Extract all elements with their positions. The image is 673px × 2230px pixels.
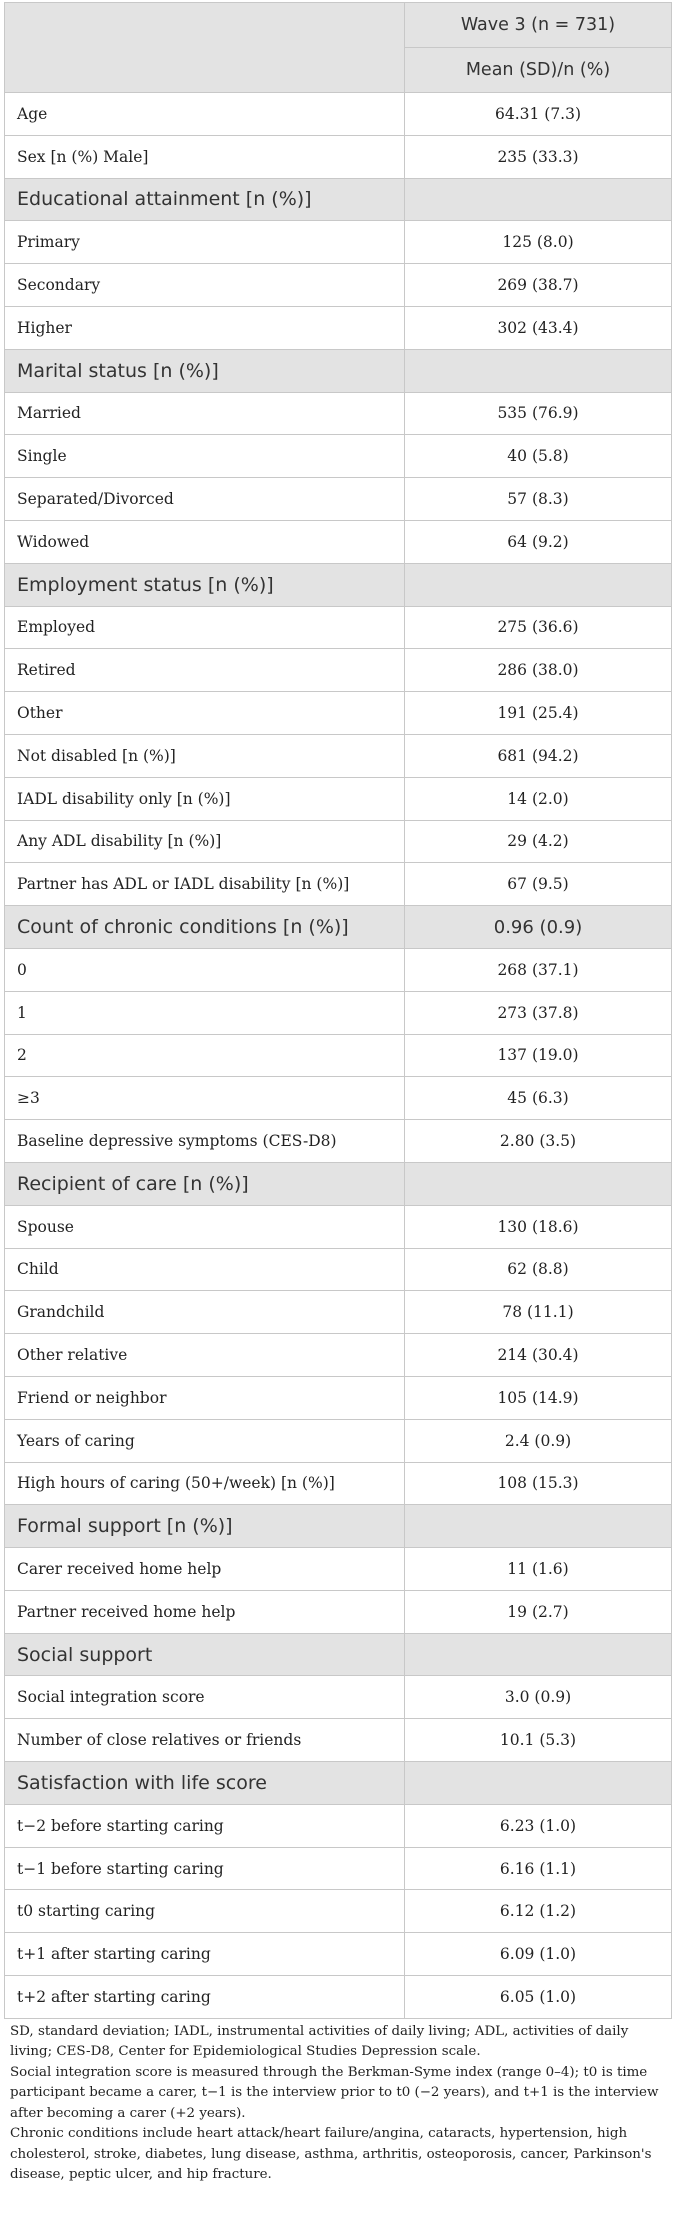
table-row: [5, 1548, 672, 1591]
row-label: Primary: [5, 221, 405, 264]
row-value: 6.05 (1.0): [405, 1976, 672, 2019]
footnote: Chronic conditions include heart attack/heart failure/angina, cataracts, hypertension, high cholesterol, stroke, diabetes, lung disease, asthma, arthritis, osteoporosis, cancer, Parkinson's disease, peptic ulcer, and hip fracture.: [10, 2126, 652, 2183]
table-row: [5, 1933, 672, 1976]
row-label: t−1 before starting caring: [5, 1847, 405, 1890]
row-label: Employed: [5, 606, 405, 649]
section-value: [405, 563, 672, 606]
row-value: 57 (8.3): [405, 478, 672, 521]
section-label: Satisfaction with life score: [5, 1762, 405, 1805]
table-row: [5, 863, 672, 906]
table-row: [5, 1719, 672, 1762]
row-label: t0 starting caring: [5, 1890, 405, 1933]
row-value: 108 (15.3): [405, 1462, 672, 1505]
header-wave: Wave 3 (n = 731): [405, 3, 672, 48]
row-value: 45 (6.3): [405, 1077, 672, 1120]
row-label: Social integration score: [5, 1676, 405, 1719]
row-value: 286 (38.0): [405, 649, 672, 692]
table-row: [5, 1291, 672, 1334]
row-label: 2: [5, 1034, 405, 1077]
table-row: [5, 306, 672, 349]
table-row: [5, 1847, 672, 1890]
section-header-row: [5, 563, 672, 606]
row-label: 1: [5, 991, 405, 1034]
section-header-row: [5, 349, 672, 392]
row-value: 137 (19.0): [405, 1034, 672, 1077]
row-label: IADL disability only [n (%)]: [5, 777, 405, 820]
row-label: Partner received home help: [5, 1590, 405, 1633]
section-header-row: [5, 906, 672, 949]
table-row: [5, 264, 672, 307]
section-label: Recipient of care [n (%)]: [5, 1162, 405, 1205]
row-label: t+2 after starting caring: [5, 1976, 405, 2019]
table-row: [5, 135, 672, 178]
table-row: [5, 1890, 672, 1933]
row-label: Child: [5, 1248, 405, 1291]
row-label: Higher: [5, 306, 405, 349]
table-row: [5, 1077, 672, 1120]
table-row: [5, 777, 672, 820]
row-label: Sex [n (%) Male]: [5, 135, 405, 178]
table-row: [5, 1804, 672, 1847]
row-value: 130 (18.6): [405, 1205, 672, 1248]
row-label: Spouse: [5, 1205, 405, 1248]
table-row: [5, 93, 672, 136]
row-value: 6.16 (1.1): [405, 1847, 672, 1890]
header-blank-cell: [5, 3, 405, 93]
row-value: 535 (76.9): [405, 392, 672, 435]
row-label: Single: [5, 435, 405, 478]
section-value: [405, 349, 672, 392]
row-label: ≥3: [5, 1077, 405, 1120]
table-row: [5, 1205, 672, 1248]
row-label: High hours of caring (50+/week) [n (%)]: [5, 1462, 405, 1505]
table-row: [5, 520, 672, 563]
table-row: [5, 692, 672, 735]
row-label: Grandchild: [5, 1291, 405, 1334]
table-row: [5, 1976, 672, 2019]
table-row: [5, 221, 672, 264]
table-row: [5, 1248, 672, 1291]
row-value: 6.09 (1.0): [405, 1933, 672, 1976]
section-label: Formal support [n (%)]: [5, 1505, 405, 1548]
section-value: 0.96 (0.9): [405, 906, 672, 949]
row-label: Separated/Divorced: [5, 478, 405, 521]
section-value: [405, 1505, 672, 1548]
table-row: [5, 1676, 672, 1719]
section-header-row: [5, 1505, 672, 1548]
table-row: [5, 1034, 672, 1077]
row-label: Baseline depressive symptoms (CES-D8): [5, 1120, 405, 1163]
section-header-row: [5, 1762, 672, 1805]
row-value: 275 (36.6): [405, 606, 672, 649]
row-value: 3.0 (0.9): [405, 1676, 672, 1719]
table-body: [5, 93, 672, 2019]
row-label: Married: [5, 392, 405, 435]
section-value: [405, 1633, 672, 1676]
row-label: Number of close relatives or friends: [5, 1719, 405, 1762]
row-label: 0: [5, 948, 405, 991]
row-label: Other relative: [5, 1334, 405, 1377]
row-label: Partner has ADL or IADL disability [n (%)]: [5, 863, 405, 906]
table-footnotes: [4, 2022, 671, 2186]
section-header-row: [5, 178, 672, 221]
row-value: 214 (30.4): [405, 1334, 672, 1377]
row-value: 268 (37.1): [405, 948, 672, 991]
row-label: Any ADL disability [n (%)]: [5, 820, 405, 863]
table-row: [5, 734, 672, 777]
table-row: [5, 392, 672, 435]
table-row: [5, 1120, 672, 1163]
table-container: [4, 2, 671, 2186]
table-row: [5, 1462, 672, 1505]
table-row: [5, 948, 672, 991]
section-label: Social support: [5, 1633, 405, 1676]
row-value: 302 (43.4): [405, 306, 672, 349]
row-value: 64.31 (7.3): [405, 93, 672, 136]
row-value: 125 (8.0): [405, 221, 672, 264]
row-value: 681 (94.2): [405, 734, 672, 777]
header-stats: Mean (SD)/n (%): [405, 48, 672, 93]
row-label: Secondary: [5, 264, 405, 307]
section-label: Count of chronic conditions [n (%)]: [5, 906, 405, 949]
row-value: 6.23 (1.0): [405, 1804, 672, 1847]
row-label: Friend or neighbor: [5, 1376, 405, 1419]
table-row: [5, 478, 672, 521]
row-value: 105 (14.9): [405, 1376, 672, 1419]
header-row-wave: [5, 3, 672, 48]
demographics-table: [4, 2, 672, 2019]
table-row: [5, 1590, 672, 1633]
table-row: [5, 649, 672, 692]
table-row: [5, 1334, 672, 1377]
table-row: [5, 820, 672, 863]
section-label: Marital status [n (%)]: [5, 349, 405, 392]
table-row: [5, 1376, 672, 1419]
row-label: Years of caring: [5, 1419, 405, 1462]
row-label: t+1 after starting caring: [5, 1933, 405, 1976]
footnote: Social integration score is measured through the Berkman-Syme index (range 0–4); t0 is time participant became a carer, t−1 is the interview prior to t0 (−2 years), and t+1 is the interview after becoming a carer (+2 years).: [10, 2064, 659, 2121]
row-value: 2.4 (0.9): [405, 1419, 672, 1462]
row-value: 64 (9.2): [405, 520, 672, 563]
row-label: Widowed: [5, 520, 405, 563]
row-value: 191 (25.4): [405, 692, 672, 735]
row-value: 29 (4.2): [405, 820, 672, 863]
section-label: Educational attainment [n (%)]: [5, 178, 405, 221]
row-value: 10.1 (5.3): [405, 1719, 672, 1762]
row-value: 14 (2.0): [405, 777, 672, 820]
row-value: 269 (38.7): [405, 264, 672, 307]
row-value: 19 (2.7): [405, 1590, 672, 1633]
row-value: 67 (9.5): [405, 863, 672, 906]
row-label: Age: [5, 93, 405, 136]
section-label: Employment status [n (%)]: [5, 563, 405, 606]
section-value: [405, 1162, 672, 1205]
row-label: Retired: [5, 649, 405, 692]
section-header-row: [5, 1633, 672, 1676]
row-label: Not disabled [n (%)]: [5, 734, 405, 777]
row-label: Carer received home help: [5, 1548, 405, 1591]
row-value: 2.80 (3.5): [405, 1120, 672, 1163]
row-label: Other: [5, 692, 405, 735]
table-row: [5, 606, 672, 649]
section-value: [405, 1762, 672, 1805]
section-header-row: [5, 1162, 672, 1205]
table-row: [5, 991, 672, 1034]
row-value: 235 (33.3): [405, 135, 672, 178]
row-value: 40 (5.8): [405, 435, 672, 478]
row-value: 6.12 (1.2): [405, 1890, 672, 1933]
row-label: t−2 before starting caring: [5, 1804, 405, 1847]
section-value: [405, 178, 672, 221]
row-value: 62 (8.8): [405, 1248, 672, 1291]
row-value: 78 (11.1): [405, 1291, 672, 1334]
footnote: SD, standard deviation; IADL, instrumental activities of daily living; ADL, activities of daily living; CES-D8, Center for Epidemiological Studies Depression scale.: [10, 2023, 629, 2060]
row-value: 273 (37.8): [405, 991, 672, 1034]
table-row: [5, 435, 672, 478]
table-row: [5, 1419, 672, 1462]
row-value: 11 (1.6): [405, 1548, 672, 1591]
